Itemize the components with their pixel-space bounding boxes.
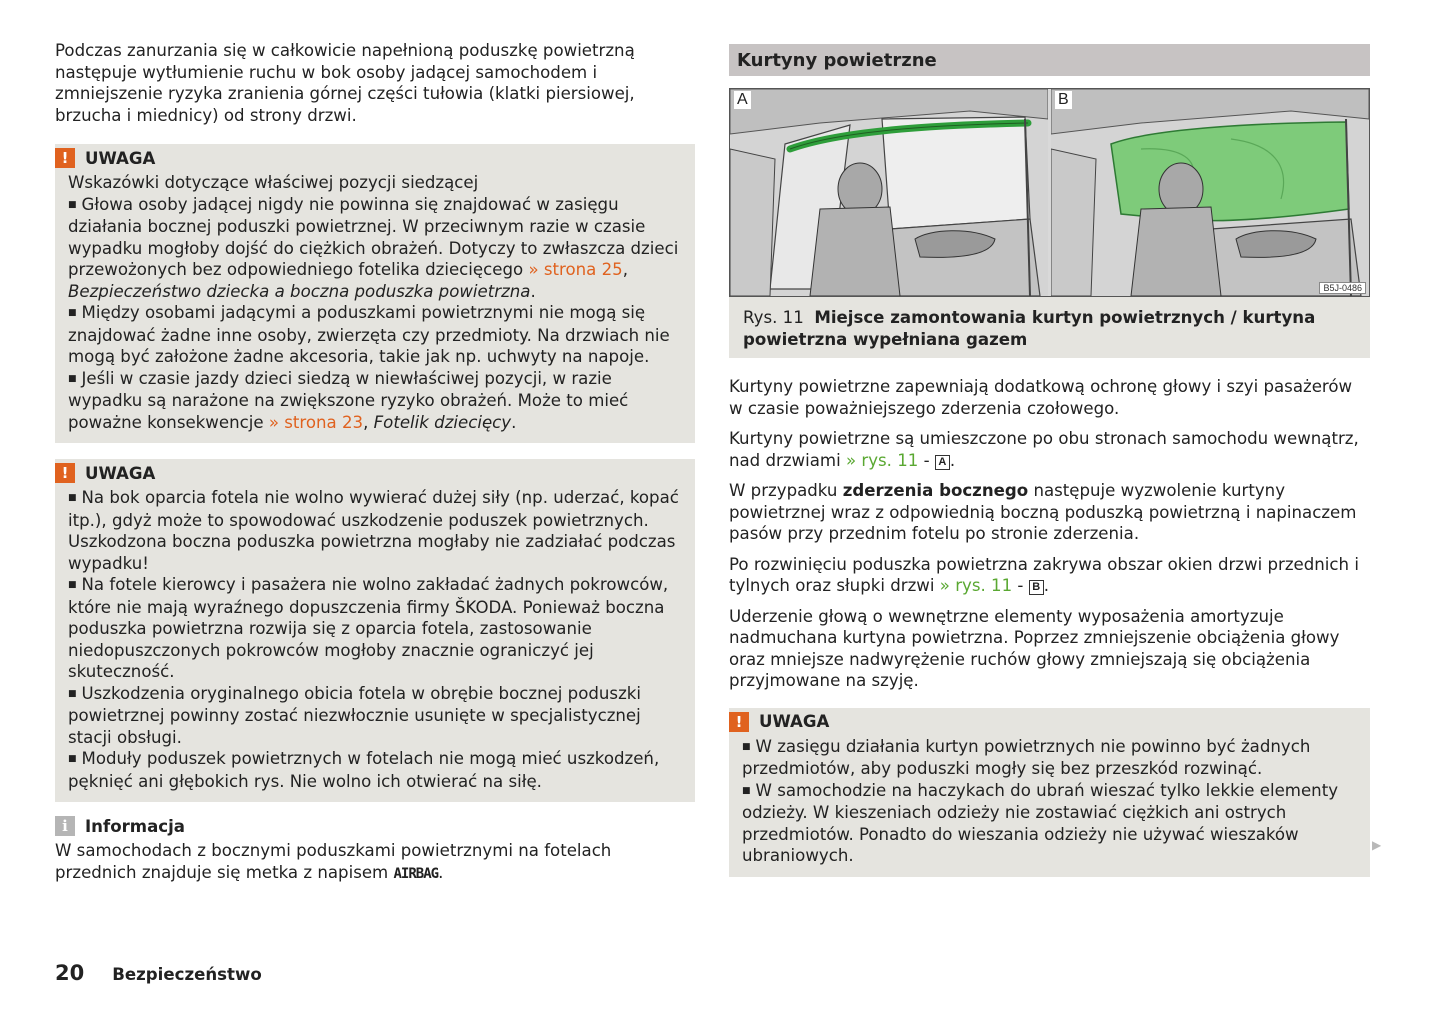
warning-item: ■ W samochodzie na haczykach do ubrań wieszać tylko lekkie elementy odzieży. W kieszeniach odzieży nie zostawiać ciężkich ani ostrych przedmiotów. Ponadto do wieszania odzieży nie używać wieszaków ubraniowych. [742,780,1357,867]
car-interior-illustration [730,89,1048,296]
bullet-icon [68,684,82,703]
warning-item: ■ Na fotele kierowcy i pasażera nie wolno zakładać żadnych pokrowców, które nie mają wyraźnego dopuszczenia firmy ŠKODA. Ponieważ boczna poduszka powietrzna rozwija się z oparcia fotela, zastosowanie niedopuszczonych pokrowców mogłoby znacznie ograniczyć jej skuteczność. [68,574,682,683]
bullet-icon [68,488,82,507]
figure-panel-a [730,89,1048,296]
page-link[interactable]: » strona 25 [528,260,623,279]
paragraph-5: Uderzenie głową o wewnętrzne elementy wyposażenia amortyzuje nadmuchana kurtyna powietrzna. Poprzez zmniejszenie obciążenia głowy oraz mniejsze nadwyrężenie ruchów głowy zmniejszają się obciążenia przyjmowane na szyję. [729,606,1340,690]
figure-panel-b [1051,89,1369,296]
warning-title: UWAGA [759,712,830,731]
intro-paragraph: Podczas zanurzania się w całkowicie napełnioną poduszkę powietrzną następuje wytłumienie ruchu w bok osoby jadącej samochodem i zmniejszenie ryzyka zranienia górnej części tułowia (klatki piersiowej, brzucha i miednicy) od strony drzwi. [55,41,635,125]
panel-label-b: B [1055,91,1072,109]
warning-item: ■ Jeśli w czasie jazdy dzieci siedzą w niewłaściwej pozycji, w razie wypadku są narażone na zwiększone ryzyko obrażeń. Może to mieć poważne konsekwencje » strona 23, Fotelik dziecięcy. [68,368,682,434]
warning-item: ■ Uszkodzenia oryginalnego obicia fotela w obrębie bocznej poduszki powietrznej powinny zostać niezwłocznie usunięte w specjalistycznej stacji obsługi. [68,683,682,749]
figure-badge-b: B [1029,580,1044,595]
paragraph-3: W przypadku zderzenia bocznego następuje wyzwolenie kurtyny powietrznej wraz z odpowiednią boczną poduszką powietrzną i napinaczem pasów przy przednim fotelu po stronie zderzenia. [729,481,1357,543]
figure-curtain-airbags [729,88,1370,297]
warning-box-seating [55,144,695,443]
bullet-icon [68,369,82,388]
bold-term: zderzenia bocznego [842,481,1029,500]
info-icon: i [55,816,75,836]
next-page-arrow-icon[interactable]: ▶ [1372,838,1382,852]
right-column [729,44,1370,877]
section-title: Kurtyny powietrzne [729,44,1370,76]
figure-link[interactable]: » rys. 11 [939,576,1013,595]
bullet-icon [68,749,82,768]
panel-label-a: A [734,91,751,109]
warning-icon: ! [729,712,749,732]
bullet-icon [68,195,82,214]
warning-box-seat-covers [55,459,695,802]
warning-icon: ! [55,463,75,483]
warning-title: UWAGA [85,463,156,483]
paragraph-1: Kurtyny powietrzne zapewniają dodatkową ochronę głowy i szyi pasażerów w czasie poważniejszego zderzenia czołowego. [729,377,1353,418]
page-number: 20 [55,961,85,985]
info-header [55,816,695,836]
warning-item: ■ Głowa osoby jadącej nigdy nie powinna się znajdować w zasięgu działania bocznej poduszki powietrznej. W przeciwnym razie w czasie wypadku mogłoby dojść do ciężkich obrażeń. Dotyczy to zwłaszcza dzieci przewożonych bez odpowiedniego fotelika dziecięcego » strona 25, Bezpieczeństwo dziecka a boczna poduszka powietrzna. [68,194,682,303]
warning-item: ■ Na bok oparcia fotela nie wolno wywierać dużej siły (np. uderzać, kopać itp.), gdyż może to spowodować uszkodzenie poduszek powietrznych. Uszkodzona boczna poduszka powietrzna mogłaby nie zadziałać podczas wypadku! [68,487,682,574]
info-box [55,816,695,885]
warning-icon: ! [55,148,75,168]
caption-text: Miejsce zamontowania kurtyn powietrznych / kurtyna powietrzna wypełniana gazem [743,308,1316,349]
figure-code: B5J-0486 [1319,282,1366,294]
reference-title: Fotelik dziecięcy [373,412,512,432]
warning-header [55,148,682,168]
figure-link[interactable]: » rys. 11 [845,450,919,470]
paragraph-2: Kurtyny powietrzne są umieszczone po obu stronach samochodu wewnątrz, nad drzwiami » rys. 11 - A . [729,429,1359,470]
warning-header [55,463,682,483]
info-title: Informacja [85,816,186,836]
chapter-title: Bezpieczeństwo [112,965,262,984]
car-interior-deployed-illustration [1051,89,1369,296]
bullet-icon [68,303,82,322]
bullet-icon [68,575,82,594]
warning-item: ■ Między osobami jadącymi a poduszkami powietrznymi nie mogą się znajdować żadne inne osoby, zwierzęta czy przedmioty. Na drzwiach nie mogą być założone żadne akcesoria, takie jak np. uchwyty na napoje. [68,302,682,368]
warning-item: ■ Moduły poduszek powietrznych w fotelach nie mogą mieć uszkodzeń, pęknięć ani głębokich rys. Nie wolno ich otwierać na siłę. [68,748,682,792]
bullet-icon [742,781,756,800]
page-link[interactable]: » strona 23 [268,412,364,432]
paragraph-4: Po rozwinięciu poduszka powietrzna zakrywa obszar okien drzwi przednich i tylnych oraz słupki drzwi » rys. 11 - B . [729,554,1359,595]
warning-box-curtains [729,708,1370,877]
warning-title: UWAGA [85,148,156,168]
page-footer [55,961,262,985]
caption-number: Rys. 11 [743,308,804,327]
warning-lead: Wskazówki dotyczące właściwej pozycji siedzącej [68,173,479,192]
warning-item: ■ W zasięgu działania kurtyn powietrznych nie powinno być żadnych przedmiotów, aby poduszki mogły się bez przeszkód rozwinąć. [742,736,1357,780]
figure-caption [729,297,1370,358]
figure-badge-a: A [935,455,950,470]
info-text: W samochodach z bocznymi poduszkami powietrznymi na fotelach przednich znajduje się metka z napisem AIRBAG. [55,841,612,882]
airbag-label: AIRBAG [393,865,439,882]
warning-header [729,712,1357,732]
left-column [55,40,695,885]
bullet-icon [742,737,756,756]
reference-title: Bezpieczeństwo dziecka a boczna poduszka powietrzna [68,281,531,301]
